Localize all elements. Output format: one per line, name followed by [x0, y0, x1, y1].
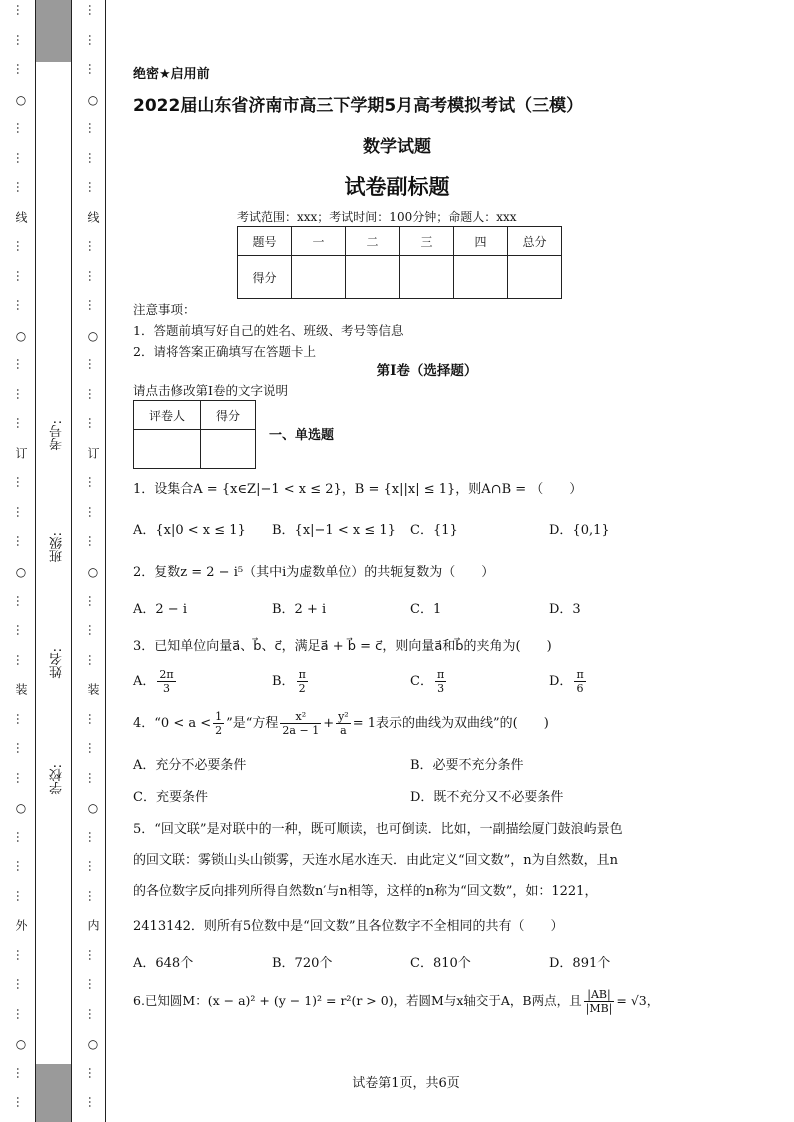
section1-desc[interactable]: 请点击修改第I卷的文字说明 [133, 383, 288, 398]
q1-option-b[interactable]: B．{x|−1 < x ≤ 1} [272, 523, 396, 538]
seal-dots: … [86, 358, 100, 371]
seal-circle-icon: ○ [14, 92, 28, 107]
q1-option-a[interactable]: A．{x|0 < x ≤ 1} [133, 523, 246, 538]
question-6-stem: 6.已知圆M：(x − a)² + (y − 1)² = r²(r > 0)，若圆M与x轴交于A，B两点，且 $\frac{|AB|}{|MB|}$ = √3， [133, 988, 660, 1015]
q4-option-a[interactable]: A．充分不必要条件 [133, 758, 247, 773]
q4-option-d[interactable]: D．既不充分又不必要条件 [410, 790, 564, 805]
field-exam-number: 考号: [50, 420, 65, 451]
q3-option-c[interactable]: C． $\frac{\pi}{3}$ [410, 668, 445, 695]
seal-character: 装 [14, 683, 28, 696]
seal-dots: … [86, 1066, 100, 1079]
fraction: $\frac{|AB|}{|MB|}$ [585, 988, 613, 1015]
notes [133, 299, 403, 362]
part-heading: 一、单选题 [269, 428, 335, 443]
seal-dots: … [14, 122, 28, 135]
exam-title: 2022届山东省济南市高三下学期5月高考模拟考试（三模） [133, 96, 584, 116]
seal-dots: … [86, 860, 100, 873]
score-header-cell: 三 [400, 227, 454, 256]
notes-item: 1．答题前填写好自己的姓名、班级、考号等信息 [133, 323, 404, 338]
grader-cell[interactable] [134, 430, 201, 469]
seal-character: 订 [86, 446, 100, 459]
field-school: 学校: [50, 764, 65, 795]
seal-dots: … [86, 269, 100, 282]
binding-line-inner [105, 0, 106, 1122]
seal-circle-icon: ○ [86, 1037, 100, 1052]
seal-dots: … [14, 505, 28, 518]
seal-dots: … [14, 742, 28, 755]
seal-dots: … [14, 387, 28, 400]
seal-dots: … [86, 712, 100, 725]
page-footer: 试卷第1页，共6页 [352, 1076, 460, 1091]
seal-dots: … [14, 948, 28, 961]
fraction: $\frac{\pi}{2}$ [298, 668, 306, 695]
seal-dots: … [14, 535, 28, 548]
seal-dots: … [86, 387, 100, 400]
seal-dots: … [14, 151, 28, 164]
seal-dots: … [86, 653, 100, 666]
seal-dots: … [86, 240, 100, 253]
seal-dots: … [86, 181, 100, 194]
seal-dots: … [14, 594, 28, 607]
score-cell[interactable] [346, 256, 400, 299]
score-cell[interactable] [508, 256, 562, 299]
section1-title: 第I卷（选择题） [376, 363, 478, 379]
secret-label: 绝密★启用前 [133, 67, 210, 82]
q4-option-b[interactable]: B．必要不充分条件 [410, 758, 524, 773]
seal-character: 线 [14, 210, 28, 223]
score-cell[interactable] [400, 256, 454, 299]
field-name: 姓名: [50, 648, 65, 679]
seal-dots: … [14, 299, 28, 312]
q5-option-a[interactable]: A．648个 [133, 956, 194, 971]
question-4-stem: 4．“0 < a < $\frac{1}{2}$ ”是“方程 $\frac{\text{x²}}{2a - 1}$ + $\frac{\text{y²}}{a}$ = 1表示的曲线为双曲线”的( ) [133, 710, 549, 737]
seal-dots: … [86, 742, 100, 755]
seal-dots: … [14, 1096, 28, 1109]
seal-character: 订 [14, 446, 28, 459]
seal-circle-icon: ○ [14, 801, 28, 816]
q5-option-c[interactable]: C．810个 [410, 956, 471, 971]
score-row-label: 得分 [238, 256, 292, 299]
seal-dots: … [14, 624, 28, 637]
seal-dots: … [86, 1096, 100, 1109]
seal-dots: … [86, 417, 100, 430]
grader-table [133, 400, 256, 469]
q4-option-c[interactable]: C．充要条件 [133, 790, 208, 805]
q2-option-d[interactable]: D．3 [549, 602, 581, 617]
fraction: $\frac{\text{x²}}{2a - 1}$ [282, 710, 320, 737]
score-header-cell: 一 [292, 227, 346, 256]
question-5-line: 2413142．则所有5位数中是“回文数”且各位数字不全相同的共有（ ） [133, 919, 564, 934]
seal-dots: … [14, 417, 28, 430]
question-5-line: 5．“回文联”是对联中的一种，既可顺读，也可倒读．比如，一副描绘厦门鼓浪屿景色 [133, 822, 623, 837]
seal-dots: … [14, 712, 28, 725]
question-1-stem: 1．设集合A = {x∈Z|−1 < x ≤ 2}，B = {x||x| ≤ 1}，则A∩B = （ ） [133, 482, 583, 497]
seal-character: 线 [86, 210, 100, 223]
seal-circle-icon: ○ [86, 328, 100, 343]
binding-line-outer-right [71, 0, 72, 1122]
score-table [237, 226, 562, 299]
q3-option-b[interactable]: B． $\frac{\pi}{2}$ [272, 668, 306, 695]
q3-option-d[interactable]: D． $\frac{\pi}{6}$ [549, 668, 584, 695]
seal-circle-icon: ○ [14, 328, 28, 343]
question-5-line: 的回文联：雾锁山头山锁雾，天连水尾水连天．由此定义“回文数”，n为自然数，且n [133, 853, 619, 868]
fraction: $\frac{2\pi}{3}$ [159, 668, 174, 695]
outer-seal-marks [8, 0, 28, 1122]
seal-dots: … [86, 624, 100, 637]
binding-margin [0, 0, 108, 1122]
seal-dots: … [86, 535, 100, 548]
seal-dots: … [86, 948, 100, 961]
seal-dots: … [86, 4, 100, 16]
seal-circle-icon: ○ [86, 565, 100, 579]
seal-dots: … [86, 771, 100, 784]
seal-dots: … [14, 1066, 28, 1079]
seal-dots: … [86, 299, 100, 312]
subtitle: 试卷副标题 [344, 175, 450, 199]
seal-circle-icon: ○ [14, 1037, 28, 1052]
score-header-cell: 总分 [508, 227, 562, 256]
seal-circle-icon: ○ [86, 92, 100, 107]
score-header-cell: 二 [346, 227, 400, 256]
binding-shade-top [36, 0, 71, 62]
seal-dots: … [14, 771, 28, 784]
grader-header: 评卷人 [134, 401, 201, 430]
seal-dots: … [14, 1007, 28, 1020]
inner-seal-marks [80, 0, 100, 1122]
seal-dots: … [14, 476, 28, 489]
q2-option-a[interactable]: A．2 − i [133, 602, 187, 617]
q3-option-a[interactable]: A． $\frac{2\pi}{3}$ [133, 668, 174, 695]
notes-heading: 注意事项： [133, 302, 196, 317]
score-cell[interactable] [292, 256, 346, 299]
seal-dots: … [86, 505, 100, 518]
seal-dots: … [14, 4, 28, 16]
seal-dots: … [14, 269, 28, 282]
q5-option-b[interactable]: B．720个 [272, 956, 333, 971]
score-header-cell: 题号 [238, 227, 292, 256]
seal-character: 内 [86, 919, 100, 932]
question-3-stem: 3．已知单位向量a⃗、b⃗、c⃗，满足a⃗ + b⃗ = c⃗，则向量a⃗和b⃗的夹角为( ) [133, 639, 552, 654]
seal-circle-icon: ○ [14, 565, 28, 579]
question-2-stem: 2．复数z = 2 − i⁵（其中i为虚数单位）的共轭复数为（ ） [133, 565, 495, 580]
seal-dots: … [86, 1007, 100, 1020]
seal-dots: … [86, 594, 100, 607]
fraction: $\frac{1}{2}$ [215, 710, 223, 737]
seal-dots: … [14, 889, 28, 902]
q5-option-d[interactable]: D．891个 [549, 956, 611, 971]
q2-option-b[interactable]: B．2 + i [272, 602, 327, 617]
seal-dots: … [14, 63, 28, 76]
seal-dots: … [86, 830, 100, 843]
score-cell[interactable] [454, 256, 508, 299]
seal-dots: … [86, 978, 100, 991]
fraction: $\frac{\text{y²}}{a}$ [338, 710, 349, 737]
seal-character: 外 [14, 919, 28, 932]
seal-dots: … [86, 63, 100, 76]
seal-circle-icon: ○ [86, 801, 100, 816]
seal-dots: … [14, 358, 28, 371]
seal-dots: … [86, 889, 100, 902]
grader-cell[interactable] [201, 430, 256, 469]
seal-character: 装 [86, 683, 100, 696]
fraction: $\frac{\pi}{6}$ [576, 668, 584, 695]
score-header-cell: 四 [454, 227, 508, 256]
exam-info: 考试范围：xxx；考试时间：100分钟；命题人：xxx [237, 210, 517, 224]
q2-option-c[interactable]: C．1 [410, 602, 442, 617]
seal-dots: … [14, 830, 28, 843]
seal-dots: … [86, 476, 100, 489]
q1-option-c[interactable]: C．{1} [410, 523, 458, 538]
seal-dots: … [86, 151, 100, 164]
seal-dots: … [14, 33, 28, 46]
subject-title: 数学试题 [363, 137, 431, 157]
fraction: $\frac{\pi}{3}$ [436, 668, 445, 695]
seal-dots: … [14, 240, 28, 253]
question-5-line: 的各位数字反向排列所得自然数n′与n相等，这样的n称为“回文数”，如：1221， [133, 884, 598, 899]
notes-item: 2．请将答案正确填写在答题卡上 [133, 344, 316, 359]
seal-dots: … [86, 33, 100, 46]
seal-dots: … [86, 122, 100, 135]
seal-dots: … [14, 653, 28, 666]
seal-dots: … [14, 181, 28, 194]
binding-line-outer-left [35, 0, 36, 1122]
q1-option-d[interactable]: D．{0,1} [549, 523, 610, 538]
seal-dots: … [14, 978, 28, 991]
field-class: 班级: [50, 532, 65, 563]
seal-dots: … [14, 860, 28, 873]
grader-header: 得分 [201, 401, 256, 430]
